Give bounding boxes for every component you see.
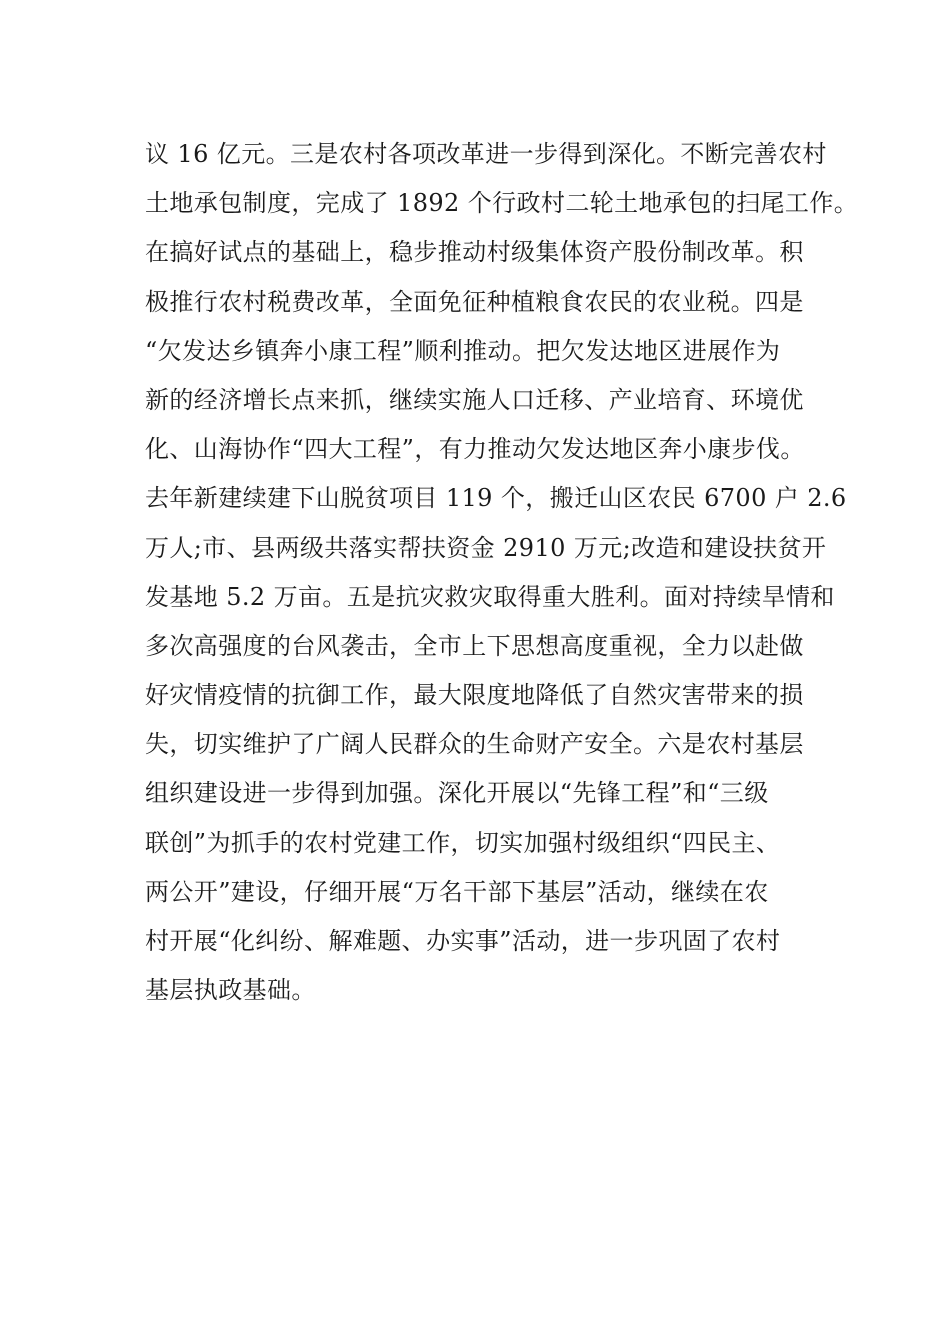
text-line: “欠发达乡镇奔小康工程”顺利推动。把欠发达地区进展作为 [145,336,781,365]
text-line: 新的经济增长点来抓，继续实施人口迁移、产业培育、环境优 [145,385,804,414]
text-line: 发基地 5.2 万亩。五是抗灾救灾取得重大胜利。面对持续旱情和 [145,582,835,611]
text-line: 议 16 亿元。三是农村各项改革进一步得到深化。不断完善农村 [145,140,827,168]
text-line: 两公开”建设，仔细开展“万名干部下基层”活动，继续在农 [145,877,769,906]
text-line: 基层执政基础。 [145,976,316,1005]
text-line: 好灾情疫情的抗御工作，最大限度地降低了自然灾害带来的损 [145,681,804,710]
text-line: 失，切实维护了广阔人民群众的生命财产安全。六是农村基层 [145,730,804,759]
text-line: 万人;市、县两级共落实帮扶资金 2910 万元;改造和建设扶贫开 [145,533,827,562]
text-line: 在搞好试点的基础上，稳步推动村级集体资产股份制改革。积 [145,238,804,267]
text-line: 极推行农村税费改革，全面免征种植粮食农民的农业税。四是 [145,287,804,316]
text-line: 多次高强度的台风袭击，全市上下思想高度重视，全力以赴做 [145,631,804,660]
text-line: 联创”为抓手的农村党建工作，切实加强村级组织“四民主、 [145,828,781,857]
text-line: 组织建设进一步得到加强。深化开展以“先锋工程”和“三级 [145,779,769,808]
text-line: 村开展“化纠纷、解难题、办实事”活动，进一步巩固了农村 [145,927,781,955]
text-line: 去年新建续建下山脱贫项目 119 个，搬迁山区农民 6700 户 2.6 [145,484,847,513]
text-line: 化、山海协作“四大工程”，有力推动欠发达地区奔小康步伐。 [145,435,805,464]
body-paragraph [145,130,859,1015]
text-line: 土地承包制度，完成了 1892 个行政村二轮土地承包的扫尾工作。 [145,189,859,218]
